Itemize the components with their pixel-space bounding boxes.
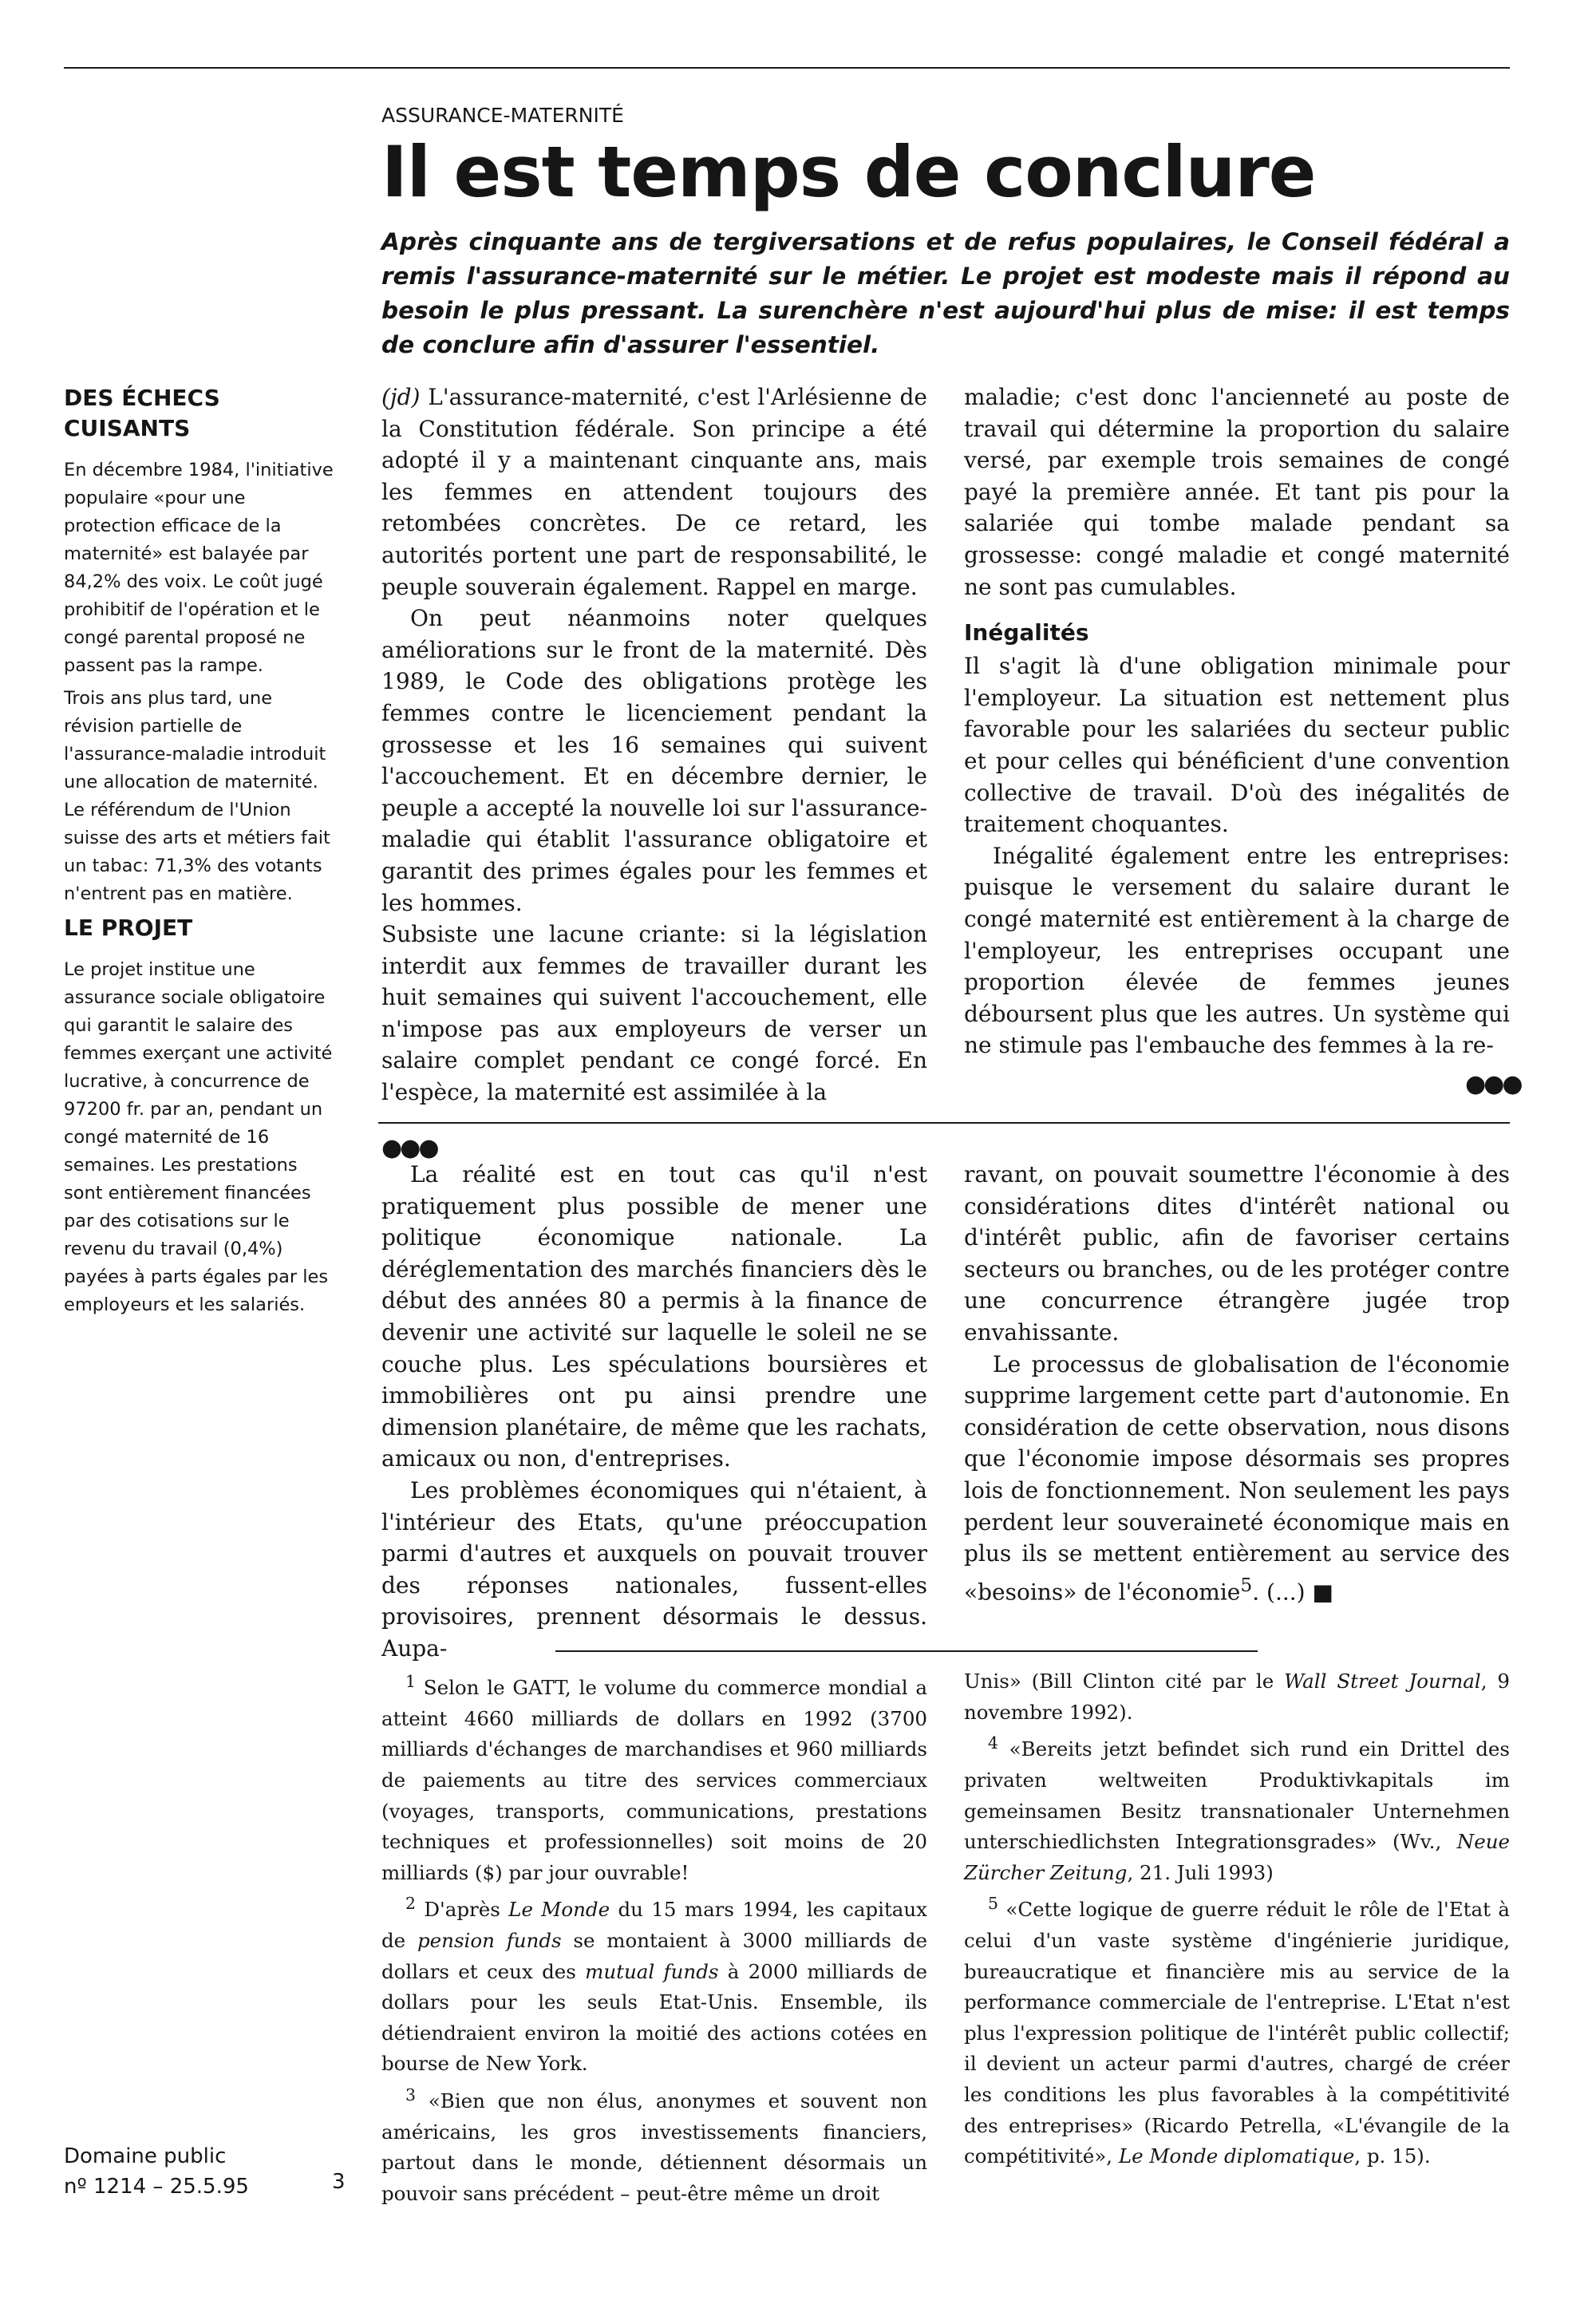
article-paragraph: Subsiste une lacune criante: si la législation interdit aux femmes de travailler durant les huit semaines qui suivent l'accouchement, elle n'impose pas aux employeurs de verser un salaire complet pendant ce congé forcé. En l'espèce, la maternité est assimilée à la xyxy=(381,921,927,1106)
footnotes-column-1 xyxy=(381,1666,927,2210)
sidebar-paragraph: Le projet institue une assurance sociale obligatoire qui garantit le salaire des femmes exerçant une activité lucrative, à concurrence de 97200 fr. par an, pendant un congé maternité de 16 semaines. Les prestations sont entièrement financées par des cotisations sur le revenu du travail (0,4%) payées à parts égales par les employeurs et les salariés. xyxy=(64,959,333,1315)
article-column-2 xyxy=(964,381,1510,1061)
footnotes-column-2 xyxy=(964,1666,1510,2172)
sidebar xyxy=(64,383,335,1324)
article-paragraph: Inégalité également entre les entreprises: puisque le versement du salaire durant le congé maternité est entièrement à la charge de l'employeur, les entreprises occupant une proportion élevée de femmes jeunes déboursent plus que les autres. Un système qui ne stimule pas l'embauche des femmes à la re- xyxy=(964,842,1510,1059)
footnote: $^4$ «Bereits jetzt befindet sich rund ein Drittel des privaten weltweiten Produktivkapitals im gemeinsamen Besitz transnationaler Unternehmen unterschiedlichsten Integrationsgrades» (Wv., Neue Zürcher Zeitung, 21. Juli 1993) xyxy=(964,1733,1510,1884)
footnote: $^3$ «Bien que non élus, anonymes et souvent non américains, les gros investissements financiers, partout dans le monde, détiennent désormais un pouvoir sans précédent – peut-être même un droit xyxy=(381,2085,927,2205)
subheading: Inégalités xyxy=(964,619,1089,646)
article-paragraph: Le processus de globalisation de l'économie supprime largement cette part d'autonomie. En considération de cette observation, nous disons que l'économie impose désormais ses propres lois de fonctionnement. Non seulement les pays perdent leur souveraineté économique mais en plus ils se mettent entièrement au service des «besoins» de l'économie$^5$. (...) ■ xyxy=(964,1350,1510,1606)
footnote: $^5$ «Cette logique de guerre réduit le rôle de l'Etat à celui d'un vaste système d'ingénierie juridique, bureaucratique et financière mis au service de la performance commerciale de l'entreprise. L'Etat n'est plus l'expression politique de l'intérêt public collectif; il devient un acteur parmi d'autres, chargé de créer les conditions les plus favorables à la compétitivité des entreprises» (Ricardo Petrella, «L'évangile de la compétitivité», Le Monde diplomatique, p. 15). xyxy=(964,1894,1510,2168)
page-number: 3 xyxy=(332,2170,346,2194)
sidebar-heading-projet: LE PROJET xyxy=(64,915,193,941)
continuation-column-2 xyxy=(964,1159,1510,1608)
footnote: $^2$ D'après Le Monde du 15 mars 1994, les capitaux de pension funds se montaient à 3000 milliards de dollars et ceux des mutual funds à 2000 milliards de dollars pour les seuls Etat-Unis. Ensemble, ils détiendraient environ la moitié des actions cotées en bourse de New York. xyxy=(381,1894,927,2076)
continuation-column-1 xyxy=(381,1159,927,1665)
article-paragraph: On peut néanmoins noter quelques améliorations sur le front de la maternité. Dès 1989, le Code des obligations protège les femmes contre le licenciement pendant la grossesse et les 16 semaines qui suivent l'accouchement. Et en décembre dernier, le peuple a accepté la nouvelle loi sur l'assurance-maladie qui établit l'assurance obligatoire et garantit des primes égales pour les femmes et les hommes. xyxy=(381,605,927,916)
footnote-ref: 5 xyxy=(1240,1573,1253,1596)
sidebar-paragraph: Trois ans plus tard, une révision partielle de l'assurance-maladie introduit une allocation de maternité. Le référendum de l'Union suisse des arts et métiers fait un tabac: 71,3% des votants n'entrent pas en matière. xyxy=(64,688,330,904)
section-divider-rule xyxy=(378,1122,1510,1124)
publication-name: Domaine public xyxy=(64,2144,227,2168)
article-paragraph: (jd) L'assurance-maternité, c'est l'Arlésienne de la Constitution fédérale. Son principe a été adopté il y a maintenant cinquante ans, mais les femmes en attendent toujours des retombées concrètes. De ce retard, les autorités portent une part de responsabilité, le peuple souverain également. Rappel en marge. xyxy=(381,384,927,600)
continuation-mark: ●●● xyxy=(381,1134,437,1162)
article-paragraph: Il s'agit là d'une obligation minimale pour l'employeur. La situation est nettement plus favorable pour les salariées du secteur public et pour celles qui bénéficient d'une convention collective de travail. D'où des inégalités de traitement choquantes. xyxy=(964,653,1510,838)
byline: (jd) xyxy=(381,384,421,410)
article-paragraph: Les problèmes économiques qui n'étaient, à l'intérieur des Etats, qu'une préoccupation parmi d'autres et auxquels on pouvait trouver des réponses nationales, fussent-elles provisoires, prennent désormais le dessus. Aupa- xyxy=(381,1476,927,1662)
article-column-1 xyxy=(381,381,927,1109)
article-paragraph: La réalité est en tout cas qu'il n'est pratiquement plus possible de mener une politique économique nationale. La déréglementation des marchés financiers dès le début des années 80 a permis à la finance de devenir une activité sur laquelle le soleil ne se couche plus. Les spéculations boursières et immobilières ont pu ainsi prendre une dimension planétaire, de même que les rachats, amicaux ou non, d'entreprises. xyxy=(381,1161,927,1472)
footnote: Unis» (Bill Clinton cité par le Wall Street Journal, 9 novembre 1992). xyxy=(964,1670,1510,1724)
article-paragraph: ravant, on pouvait soumettre l'économie à des considérations dites d'intérêt national ou d'intérêt public, afin de favoriser certains secteurs ou branches, ou de les protéger contre une concurrence étrangère jugée trop envahissante. xyxy=(964,1161,1510,1346)
sidebar-heading-echecs: DES ÉCHECS CUISANTS xyxy=(64,385,220,441)
article-title: Il est temps de conclure xyxy=(381,131,1316,213)
footnote: $^1$ Selon le GATT, le volume du commerce mondial a atteint 4660 milliards de dollars en 1992 (3700 milliards d'échanges de marchandises et 960 milliards de paiements au titre des services commerciaux (voyages, transports, communications, prestations techniques et professionnelles) soit moins de 20 milliards ($) par jour ouvrable! xyxy=(381,1672,927,1884)
issue-info: nº 1214 – 25.5.95 xyxy=(64,2175,249,2199)
top-rule xyxy=(64,67,1510,69)
continued-mark: ●●● xyxy=(1465,1070,1521,1098)
section-kicker: ASSURANCE-MATERNITÉ xyxy=(381,104,624,127)
publication-footer xyxy=(64,2141,249,2202)
sidebar-paragraph: En décembre 1984, l'initiative populaire «pour une protection efficace de la maternité» est balayée par 84,2% des voix. Le coût jugé prohibitif de l'opération et le congé parental proposé ne passent pas la rampe. xyxy=(64,460,334,676)
article-lead: Après cinquante ans de tergiversations et de refus populaires, le Conseil fédéral a remis l'assurance-maternité sur le métier. Le projet est modeste mais il répond au besoin le plus pressant. La surenchère n'est aujourd'hui plus de mise: il est temps de conclure afin d'assurer l'essentiel. xyxy=(381,228,1510,358)
article-paragraph: maladie; c'est donc l'ancienneté au poste de travail qui détermine la proportion du salaire versé, par exemple trois semaines de congé payé la première année. Et tant pis pour la salariée qui tombe malade pendant sa grossesse: congé maladie et congé maternité ne sont pas cumulables. xyxy=(964,384,1510,600)
